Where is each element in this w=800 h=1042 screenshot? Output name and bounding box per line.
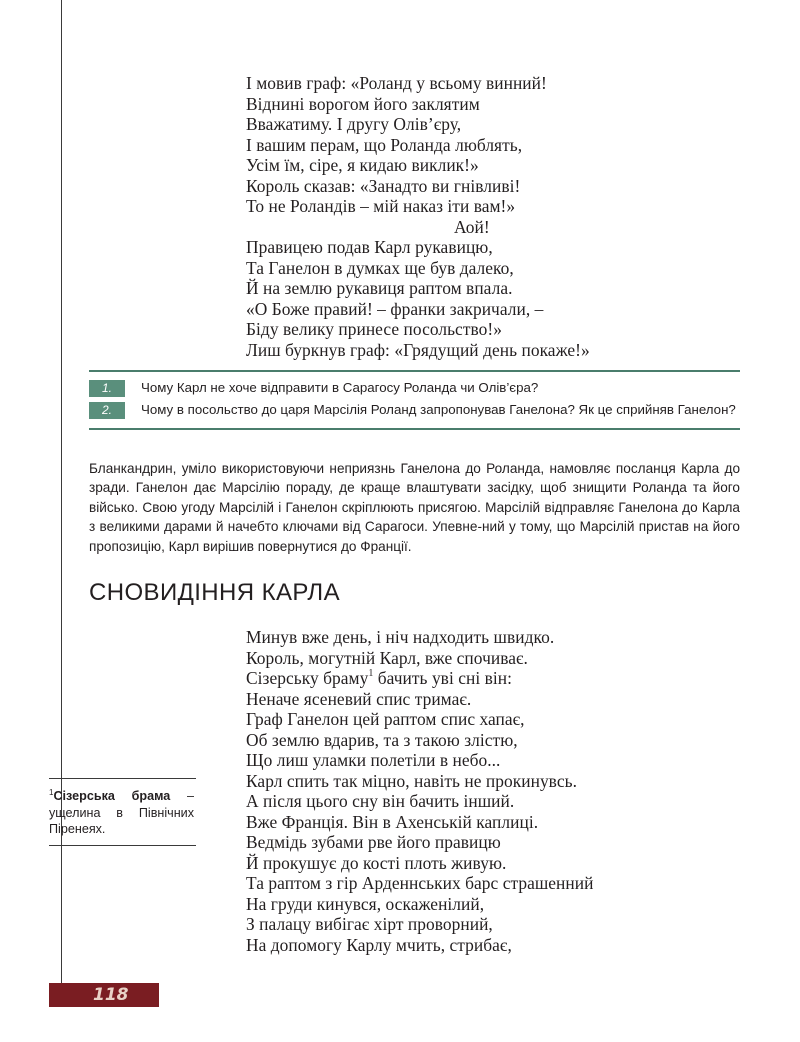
poem-line: Що лиш уламки полетіли в небо... xyxy=(246,750,501,770)
footnote-divider xyxy=(49,845,196,846)
poem-line: Карл спить так міцно, навіть не прокинувсь. xyxy=(246,770,577,791)
poem-line: Неначе ясеневий спис тримає. xyxy=(246,688,472,709)
page-number-badge xyxy=(49,983,159,1007)
poem-line: На груди кинувся, оскаженілий, xyxy=(246,893,485,914)
poem-refrain: Аой! xyxy=(454,216,490,237)
poem-line: Об землю вдарив, та з такою злістю, xyxy=(246,729,518,750)
question-number-badge: 2. xyxy=(89,402,125,419)
footnote-reference: 1 xyxy=(368,668,374,680)
poem-line: Лиш буркнув граф: «Грядущий день покаже!» xyxy=(246,339,590,360)
question-text: Чому Карл не хоче відправити в Сарагосу Роланда чи Олів’єра? xyxy=(141,380,539,395)
footnote-mark: 1 xyxy=(49,788,54,797)
footnote-term: Сізерська брама xyxy=(53,789,171,803)
poem-line: Й на землю рукавиця раптом впала. xyxy=(246,278,513,298)
poem-line: «О Боже правий! – франки закричали, – xyxy=(246,298,544,319)
poem-line: І вашим перам, що Роланда люблять, xyxy=(246,134,523,155)
poem-line: Правицею подав Карл рукавицю, xyxy=(246,237,493,257)
poem-line: Минув вже день, і ніч надходить швидко. xyxy=(246,627,555,647)
section-title: СНОВИДІННЯ КАРЛА xyxy=(89,579,340,606)
question-number-badge: 1. xyxy=(89,380,125,397)
poem-line: На допомогу Карлу мчить, стрибає, xyxy=(246,934,512,955)
footnote xyxy=(49,778,196,846)
questions-block xyxy=(89,370,740,430)
poem-line: Король, могутній Карл, вже спочиває. xyxy=(246,647,528,668)
poem-line: Віднині ворогом його заклятим xyxy=(246,93,480,114)
poem-line: З палацу вибігає хірт проворний, xyxy=(246,914,493,934)
footnote-definition: – ущелина в Північних Піренеях. xyxy=(49,789,194,836)
question-item xyxy=(89,401,740,419)
poem-line: Вважатиму. І другу Олів’єру, xyxy=(246,114,462,134)
poem-line: Й прокушує до кості плоть живую. xyxy=(246,852,507,873)
margin-rule xyxy=(61,0,62,1004)
poem-line: Усім їм, сіре, я кидаю виклик!» xyxy=(246,155,479,175)
poem-line: Король сказав: «Занадто ви гнівливі! xyxy=(246,175,521,196)
footnote-divider xyxy=(49,778,196,779)
footnote-text xyxy=(49,785,194,838)
question-text: Чому в посольство до царя Марсілія Роланд запропонував Ганелона? Як це сприйняв Ганелон? xyxy=(141,402,736,417)
poem-line: Вже Франція. Він в Ахенській каплиці. xyxy=(246,811,539,832)
poem-line: Та Ганелон в думках ще був далеко, xyxy=(246,257,514,278)
poem-line: Та раптом з гір Арденнських барс страшенний xyxy=(246,873,594,893)
poem-line-part: бачить уві сні він: xyxy=(373,668,513,688)
poem-line: Біду велику принесе посольство!» xyxy=(246,319,502,339)
summary-paragraph: Бланкандрин, уміло використовуючи неприязнь Ганелона до Роланда, намовляє посланця Карла до зради. Ганелон дає Марсілію пораду, де краще влаштувати засідку, щоб знищити Роланда та його військо. Свою угоду Марсілій і Ганелон скріплюють присягою. Марсілій відправляє Ганелона до Карла з великими дарами й начебто ключами від Сарагоси. Упевне-ний у тому, що Марсілій пристав на його пропозицію, Карл вирішив повернутися до Франції. xyxy=(89,461,740,554)
poem-line: То не Роландів – мій наказ іти вам!» xyxy=(246,196,516,216)
poem-line-part: Сізерську браму xyxy=(246,668,369,688)
poem-line: Граф Ганелон цей раптом спис хапає, xyxy=(246,709,525,729)
question-item xyxy=(89,379,740,397)
poem-line: А після цього сну він бачить інший. xyxy=(246,791,515,811)
poem-line: Ведмідь зубами рве його правицю xyxy=(246,832,501,852)
poem-line-with-footnote xyxy=(246,668,593,689)
poem-excerpt-2 xyxy=(246,627,593,955)
poem-line: І мовив граф: «Роланд у всьому винний! xyxy=(246,73,547,93)
page-number: 118 xyxy=(93,985,129,1005)
poem-excerpt-1 xyxy=(246,73,590,360)
